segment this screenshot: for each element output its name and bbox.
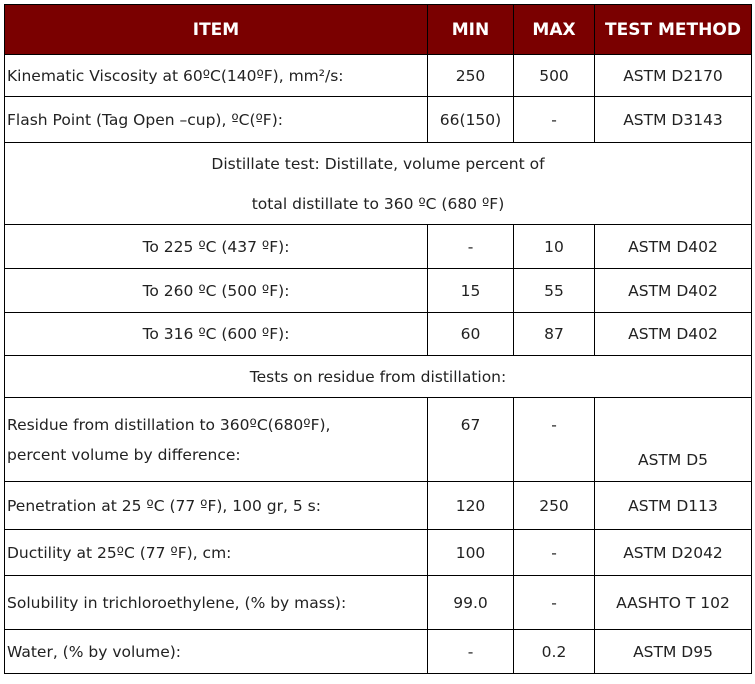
- table-row: [5, 482, 752, 530]
- distillate-section-line1: Distillate test: Distillate, volume percent of: [211, 154, 545, 173]
- row-item: To 316 ºC (600 ºF):: [5, 313, 428, 356]
- row-max: 0.2: [514, 630, 595, 674]
- row-method: ASTM D402: [595, 313, 752, 356]
- row-method: ASTM D402: [595, 225, 752, 269]
- header-max: MAX: [514, 5, 595, 55]
- row-min: 120: [428, 482, 514, 530]
- row-method: ASTM D3143: [595, 97, 752, 143]
- table-row: [5, 97, 752, 143]
- row-method: ASTM D2042: [595, 530, 752, 576]
- row-item: Water, (% by volume):: [5, 630, 428, 674]
- row-method: ASTM D113: [595, 482, 752, 530]
- row-max: 250: [514, 482, 595, 530]
- row-item: Flash Point (Tag Open –cup), ºC(ºF):: [5, 97, 428, 143]
- table-row: [5, 225, 752, 269]
- row-max: -: [514, 398, 595, 482]
- section-row-distillate: [5, 143, 752, 225]
- row-max: 87: [514, 313, 595, 356]
- row-max: -: [514, 530, 595, 576]
- table-row: [5, 530, 752, 576]
- row-min: -: [428, 630, 514, 674]
- distillate-section-heading: [5, 143, 752, 225]
- row-max: 55: [514, 269, 595, 313]
- specification-table: [4, 4, 752, 674]
- row-method: ASTM D402: [595, 269, 752, 313]
- row-max: -: [514, 576, 595, 630]
- row-method: ASTM D2170: [595, 55, 752, 97]
- residue-section-heading: Tests on residue from distillation:: [5, 356, 752, 398]
- row-max: -: [514, 97, 595, 143]
- row-min: 99.0: [428, 576, 514, 630]
- header-row: [5, 5, 752, 55]
- row-max: 500: [514, 55, 595, 97]
- table-row: [5, 313, 752, 356]
- row-min: 100: [428, 530, 514, 576]
- row-item: To 225 ºC (437 ºF):: [5, 225, 428, 269]
- row-item: To 260 ºC (500 ºF):: [5, 269, 428, 313]
- row-min: -: [428, 225, 514, 269]
- table-row: [5, 630, 752, 674]
- row-method: AASHTO T 102: [595, 576, 752, 630]
- header-item: ITEM: [5, 5, 428, 55]
- row-item-line2: percent volume by difference:: [7, 445, 241, 464]
- row-item: Solubility in trichloroethylene, (% by mass):: [5, 576, 428, 630]
- row-min: 66(150): [428, 97, 514, 143]
- row-max: 10: [514, 225, 595, 269]
- row-min: 250: [428, 55, 514, 97]
- row-item: Penetration at 25 ºC (77 ºF), 100 gr, 5 s:: [5, 482, 428, 530]
- row-method: ASTM D5: [595, 398, 752, 482]
- row-item-line1: Residue from distillation to 360ºC(680ºF),: [7, 415, 331, 434]
- table-row: [5, 576, 752, 630]
- table-row: [5, 55, 752, 97]
- row-method: ASTM D95: [595, 630, 752, 674]
- section-row-residue: [5, 356, 752, 398]
- distillate-section-line2: total distillate to 360 ºC (680 ºF): [251, 194, 505, 213]
- table-row: [5, 398, 752, 482]
- header-min: MIN: [428, 5, 514, 55]
- row-min: 15: [428, 269, 514, 313]
- row-min: 60: [428, 313, 514, 356]
- row-item: Kinematic Viscosity at 60ºC(140ºF), mm²/s:: [5, 55, 428, 97]
- header-test-method: TEST METHOD: [595, 5, 752, 55]
- row-item: Ductility at 25ºC (77 ºF), cm:: [5, 530, 428, 576]
- table-row: [5, 269, 752, 313]
- row-item: [5, 398, 428, 482]
- row-min: 67: [428, 398, 514, 482]
